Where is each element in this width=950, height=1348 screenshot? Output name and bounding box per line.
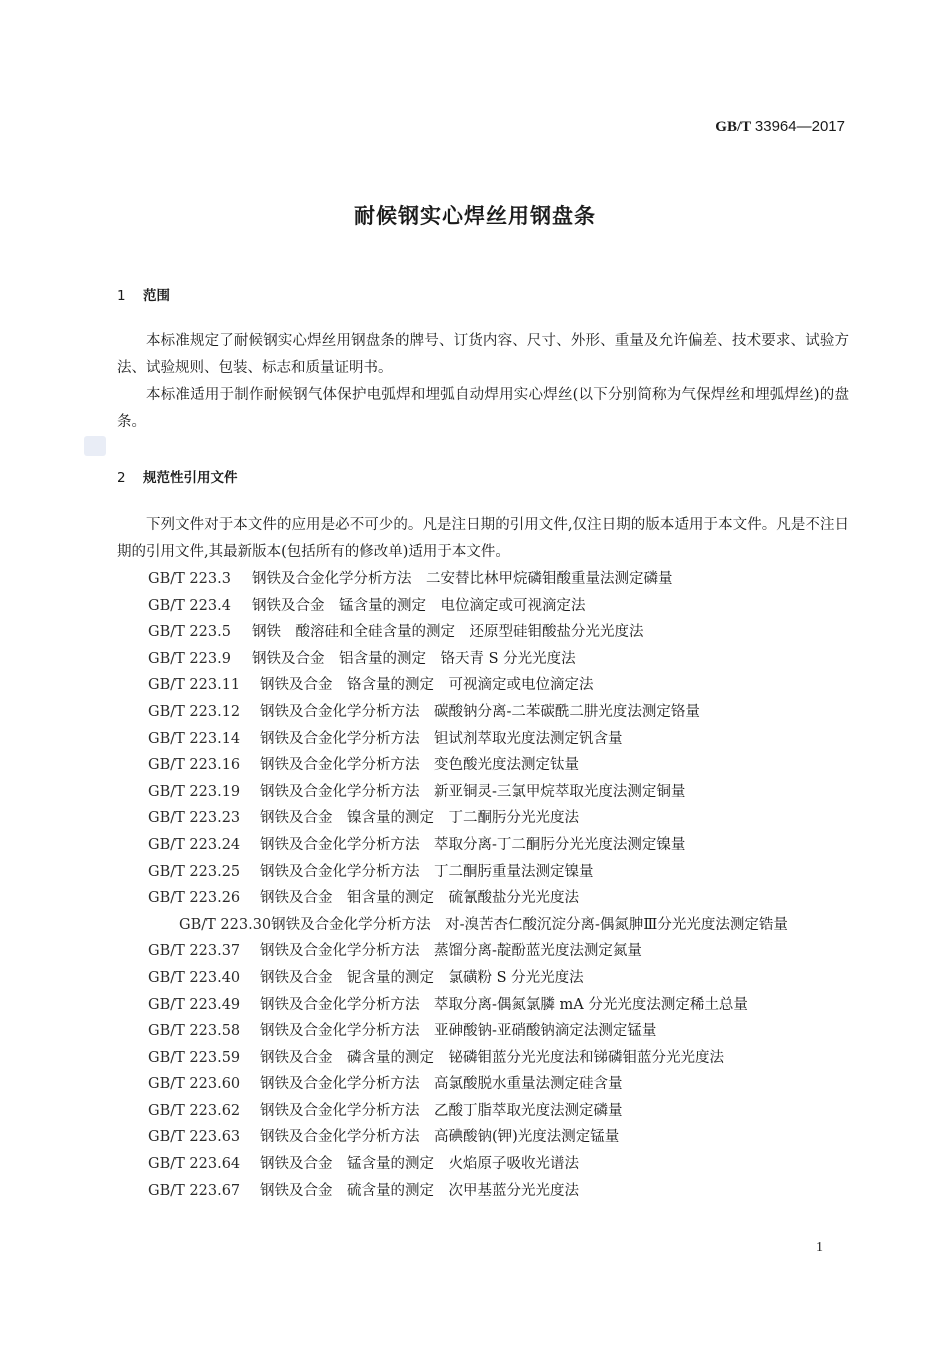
section-heading-scope xyxy=(117,284,170,304)
reference-title: 钢铁 酸溶硅和全硅含量的测定 还原型硅钼酸盐分光光度法 xyxy=(252,624,644,641)
reference-title: 钢铁及合金化学分析方法 蒸馏分离-靛酚蓝光度法测定氮量 xyxy=(260,943,642,960)
reference-code: GB/T 223.3 xyxy=(148,571,231,587)
reference-title: 钢铁及合金化学分析方法 变色酸光度法测定钛量 xyxy=(260,757,579,774)
scope-paragraph-1: 本标准规定了耐候钢实心焊丝用钢盘条的牌号、订货内容、尺寸、外形、重量及允许偏差、技术要求、试验方法、试验规则、包装、标志和质量证明书。 xyxy=(117,333,849,376)
standard-code xyxy=(715,118,845,136)
reference-title: 钢铁及合金化学分析方法 萃取分离-偶氮氯膦 mA 分光光度法测定稀土总量 xyxy=(260,996,748,1013)
reference-code: GB/T 223.9 xyxy=(148,650,231,667)
reference-title: 钢铁及合金 铌含量的测定 氯磺粉 S 分光光度法 xyxy=(260,969,584,986)
reference-title: 钢铁及合金化学分析方法 钽试剂萃取光度法测定钒含量 xyxy=(260,730,623,747)
reference-item xyxy=(117,779,849,806)
reference-code: GB/T 223.16 xyxy=(148,757,241,774)
section-number: 2 xyxy=(117,470,126,486)
reference-item xyxy=(117,912,849,939)
standard-code-number: 33964—2017 xyxy=(754,118,845,135)
reference-title: 钢铁及合金 锰含量的测定 电位滴定或可视滴定法 xyxy=(252,597,586,614)
reference-code: GB/T 223.63 xyxy=(148,1129,241,1146)
reference-code: GB/T 223.25 xyxy=(148,863,241,880)
reference-title: 钢铁及合金化学分析方法 高氯酸脱水重量法测定硅含量 xyxy=(260,1076,623,1093)
reference-code: GB/T 223.19 xyxy=(148,783,241,800)
reference-item xyxy=(117,992,849,1019)
scope-paragraph-2: 本标准适用于制作耐候钢气体保护电弧焊和埋弧自动焊用实心焊丝(以下分别简称为气保焊丝和埋弧焊丝)的盘条。 xyxy=(117,387,849,430)
reference-code: GB/T 223.30 xyxy=(179,916,272,933)
watermark-logo xyxy=(84,436,106,456)
reference-item xyxy=(117,1071,849,1098)
reference-code: GB/T 223.37 xyxy=(148,943,241,960)
reference-item xyxy=(117,1018,849,1045)
reference-code: GB/T 223.12 xyxy=(148,703,241,720)
reference-item xyxy=(117,646,849,673)
reference-item xyxy=(117,885,849,912)
reference-title: 钢铁及合金 磷含量的测定 铋磷钼蓝分光光度法和锑磷钼蓝分光光度法 xyxy=(260,1049,724,1066)
reference-code: GB/T 223.59 xyxy=(148,1049,241,1066)
reference-code: GB/T 223.5 xyxy=(148,624,231,641)
reference-item xyxy=(117,619,849,646)
reference-title: 钢铁及合金化学分析方法 亚砷酸钠-亚硝酸钠滴定法测定锰量 xyxy=(260,1023,657,1040)
reference-title: 钢铁及合金化学分析方法 新亚铜灵-三氯甲烷萃取光度法测定铜量 xyxy=(260,783,686,800)
reference-code: GB/T 223.64 xyxy=(148,1156,241,1173)
standard-code-prefix: GB/T xyxy=(715,119,752,135)
section-title: 规范性引用文件 xyxy=(143,470,238,486)
reference-title: 钢铁及合金 锰含量的测定 火焰原子吸收光谱法 xyxy=(260,1156,579,1173)
reference-title: 钢铁及合金化学分析方法 萃取分离-丁二酮肟分光光度法测定镍量 xyxy=(260,836,686,853)
section-number: 1 xyxy=(117,288,126,304)
reference-code: GB/T 223.62 xyxy=(148,1102,241,1119)
reference-code: GB/T 223.58 xyxy=(148,1023,241,1040)
reference-item xyxy=(117,965,849,992)
reference-title: 钢铁及合金 铬含量的测定 可视滴定或电位滴定法 xyxy=(260,677,594,694)
reference-item xyxy=(117,1124,849,1151)
reference-title: 钢铁及合金化学分析方法 高碘酸钠(钾)光度法测定锰量 xyxy=(260,1129,620,1146)
reference-code: GB/T 223.23 xyxy=(148,810,241,827)
reference-item xyxy=(117,859,849,886)
reference-code: GB/T 223.24 xyxy=(148,836,241,853)
reference-item xyxy=(117,1178,849,1205)
reference-item xyxy=(117,566,849,593)
reference-title: 钢铁及合金化学分析方法 对-溴苦杏仁酸沉淀分离-偶氮胂Ⅲ分光光度法测定锆量 xyxy=(271,916,788,933)
section-title: 范围 xyxy=(143,288,170,304)
page-number: 1 xyxy=(816,1240,823,1255)
reference-title: 钢铁及合金化学分析方法 乙酸丁脂萃取光度法测定磷量 xyxy=(260,1102,623,1119)
reference-item xyxy=(117,832,849,859)
reference-title: 钢铁及合金 钼含量的测定 硫氰酸盐分光光度法 xyxy=(260,890,579,907)
reference-item xyxy=(117,1151,849,1178)
reference-code: GB/T 223.60 xyxy=(148,1076,241,1093)
reference-code: GB/T 223.11 xyxy=(148,677,241,694)
reference-title: 钢铁及合金化学分析方法 碳酸钠分离-二苯碳酰二肼光度法测定铬量 xyxy=(260,703,700,720)
reference-item xyxy=(117,752,849,779)
reference-code: GB/T 223.40 xyxy=(148,969,241,986)
reference-item xyxy=(117,1045,849,1072)
reference-code: GB/T 223.26 xyxy=(148,890,241,907)
reference-code: GB/T 223.14 xyxy=(148,730,241,747)
reference-item xyxy=(117,938,849,965)
reference-title: 钢铁及合金 镍含量的测定 丁二酮肟分光光度法 xyxy=(260,810,579,827)
reference-item xyxy=(117,593,849,620)
reference-title: 钢铁及合金化学分析方法 丁二酮肟重量法测定镍量 xyxy=(260,863,594,880)
references-intro-paragraph: 下列文件对于本文件的应用是必不可少的。凡是注日期的引用文件,仅注日期的版本适用于本文件。凡是不注日期的引用文件,其最新版本(包括所有的修改单)适用于本文件。 xyxy=(117,517,849,560)
reference-title: 钢铁及合金 铝含量的测定 铬天青 S 分光光度法 xyxy=(252,650,576,667)
reference-item xyxy=(117,699,849,726)
document-title: 耐候钢实心焊丝用钢盘条 xyxy=(354,204,596,228)
reference-item xyxy=(117,726,849,753)
section-heading-normative-references xyxy=(117,466,238,486)
reference-item xyxy=(117,672,849,699)
reference-code: GB/T 223.4 xyxy=(148,597,231,614)
reference-code: GB/T 223.49 xyxy=(148,996,241,1013)
reference-item xyxy=(117,805,849,832)
reference-code: GB/T 223.67 xyxy=(148,1182,241,1199)
reference-list xyxy=(117,566,849,1204)
reference-item xyxy=(117,1098,849,1125)
reference-title: 钢铁及合金化学分析方法 二安替比林甲烷磷钼酸重量法测定磷量 xyxy=(252,571,673,587)
reference-title: 钢铁及合金 硫含量的测定 次甲基蓝分光光度法 xyxy=(260,1182,579,1199)
